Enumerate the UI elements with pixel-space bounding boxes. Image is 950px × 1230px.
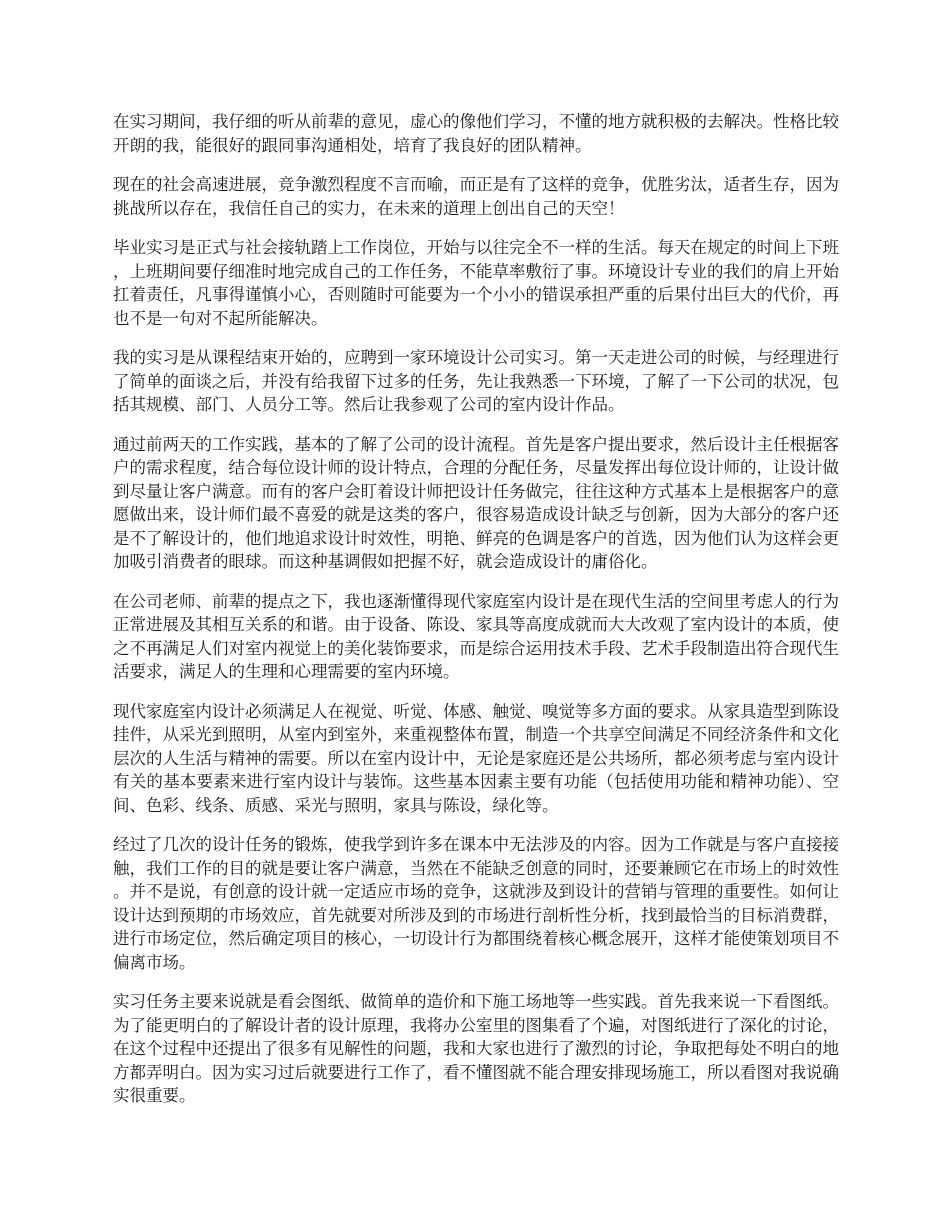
paragraph-1: 在实习期间，我仔细的听从前辈的意见，虚心的像他们学习，不懂的地方就积极的去解决。性格比较开朗的我，能很好的跟同事沟通相处，培育了我良好的团队精神。 bbox=[113, 112, 839, 155]
paragraph-4: 我的实习是从课程结束开始的，应聘到一家环境设计公司实习。第一天走进公司的时候，与经理进行了简单的面谈之后，并没有给我留下过多的任务，先让我熟悉一下环境，了解了一下公司的状况，包括其规模、部门、人员分工等。然后让我参观了公司的室内设计作品。 bbox=[113, 348, 839, 414]
paragraph-7: 现代家庭室内设计必须满足人在视觉、听觉、体感、触觉、嗅觉等多方面的要求。从家具造型到陈设挂件，从采光到照明，从室内到室外，来重视整体布置，制造一个共享空间满足不同经济条件和文化层次的人生活与精神的需要。所以在室内设计中，无论是家庭还是公共场所，都必须考虑与室内设计有关的基本要素来进行室内设计与装饰。这些基本因素主要有功能（包括使用功能和精神功能）、空间、色彩、线条、质感、采光与照明，家具与陈设，绿化等。 bbox=[113, 701, 839, 815]
paragraph-5: 通过前两天的工作实践，基本的了解了公司的设计流程。首先是客户提出要求，然后设计主任根据客户的需求程度，结合每位设计师的设计特点，合理的分配任务，尽量发挥出每位设计师的，让设计做到尽量让客户满意。而有的客户会盯着设计师把设计任务做完，往往这种方式基本上是根据客户的意愿做出来，设计师们最不喜爱的就是这类的客户，很容易造成设计缺乏与创新，因为大部分的客户还是不了解设计的，他们地追求设计时效性，明艳、鲜亮的色调是客户的首选，因为他们认为这样会更加吸引消费者的眼球。而这种基调假如把握不好，就会造成设计的庸俗化。 bbox=[113, 434, 839, 571]
paragraph-2: 现在的社会高速进展，竞争激烈程度不言而喻，而正是有了这样的竞争，优胜劣汰，适者生存，因为挑战所以存在，我信任自己的实力，在未来的道理上创出自己的天空！ bbox=[113, 175, 839, 218]
paragraph-9: 实习任务主要来说就是看会图纸、做简单的造价和下施工场地等一些实践。首先我来说一下看图纸。为了能更明白的了解设计者的设计原理，我将办公室里的图集看了个遍，对图纸进行了深化的讨论，在这个过程中还提出了很多有见解性的问题，我和大家也进行了激烈的讨论，争取把每处不明白的地方都弄明白。因为实习过后就要进行工作了，看不懂图就不能合理安排现场施工，所以看图对我说确实很重要。 bbox=[113, 992, 839, 1105]
paragraph-3: 毕业实习是正式与社会接轨踏上工作岗位，开始与以往完全不一样的生活。每天在规定的时间上下班，上班期间要仔细准时地完成自己的工作任务，不能草率敷衍了事。环境设计专业的我们的肩上开始扛着责任，凡事得谨慎小心，否则随时可能要为一个小小的错误承担严重的后果付出巨大的代价，再也不是一句对不起所能解决。 bbox=[113, 238, 839, 328]
paragraph-6: 在公司老师、前辈的提点之下，我也逐渐懂得现代家庭室内设计是在现代生活的空间里考虑人的行为正常进展及其相互关系的和谐。由于设备、陈设、家具等高度成就而大大改观了室内设计的本质，使之不再满足人们对室内视觉上的美化装饰要求，而是综合运用技术手段、艺术手段制造出符合现代生活要求，满足人的生理和心理需要的室内环境。 bbox=[113, 591, 839, 681]
paragraph-8: 经过了几次的设计任务的锻炼，使我学到许多在课本中无法涉及的内容。因为工作就是与客户直接接触，我们工作的目的就是要让客户满意，当然在不能缺乏创意的同时，还要兼顾它在市场上的时效性。并不是说，有创意的设计就一定适应市场的竞争，这就涉及到设计的营销与管理的重要性。如何让设计达到预期的市场效应，首先就要对所涉及到的市场进行剖析性分析，找到最恰当的目标消费群，进行市场定位，然后确定项目的核心，一切设计行为都围绕着核心概念展开，这样才能使策划项目不偏离市场。 bbox=[113, 835, 839, 972]
document-body bbox=[113, 110, 839, 1124]
